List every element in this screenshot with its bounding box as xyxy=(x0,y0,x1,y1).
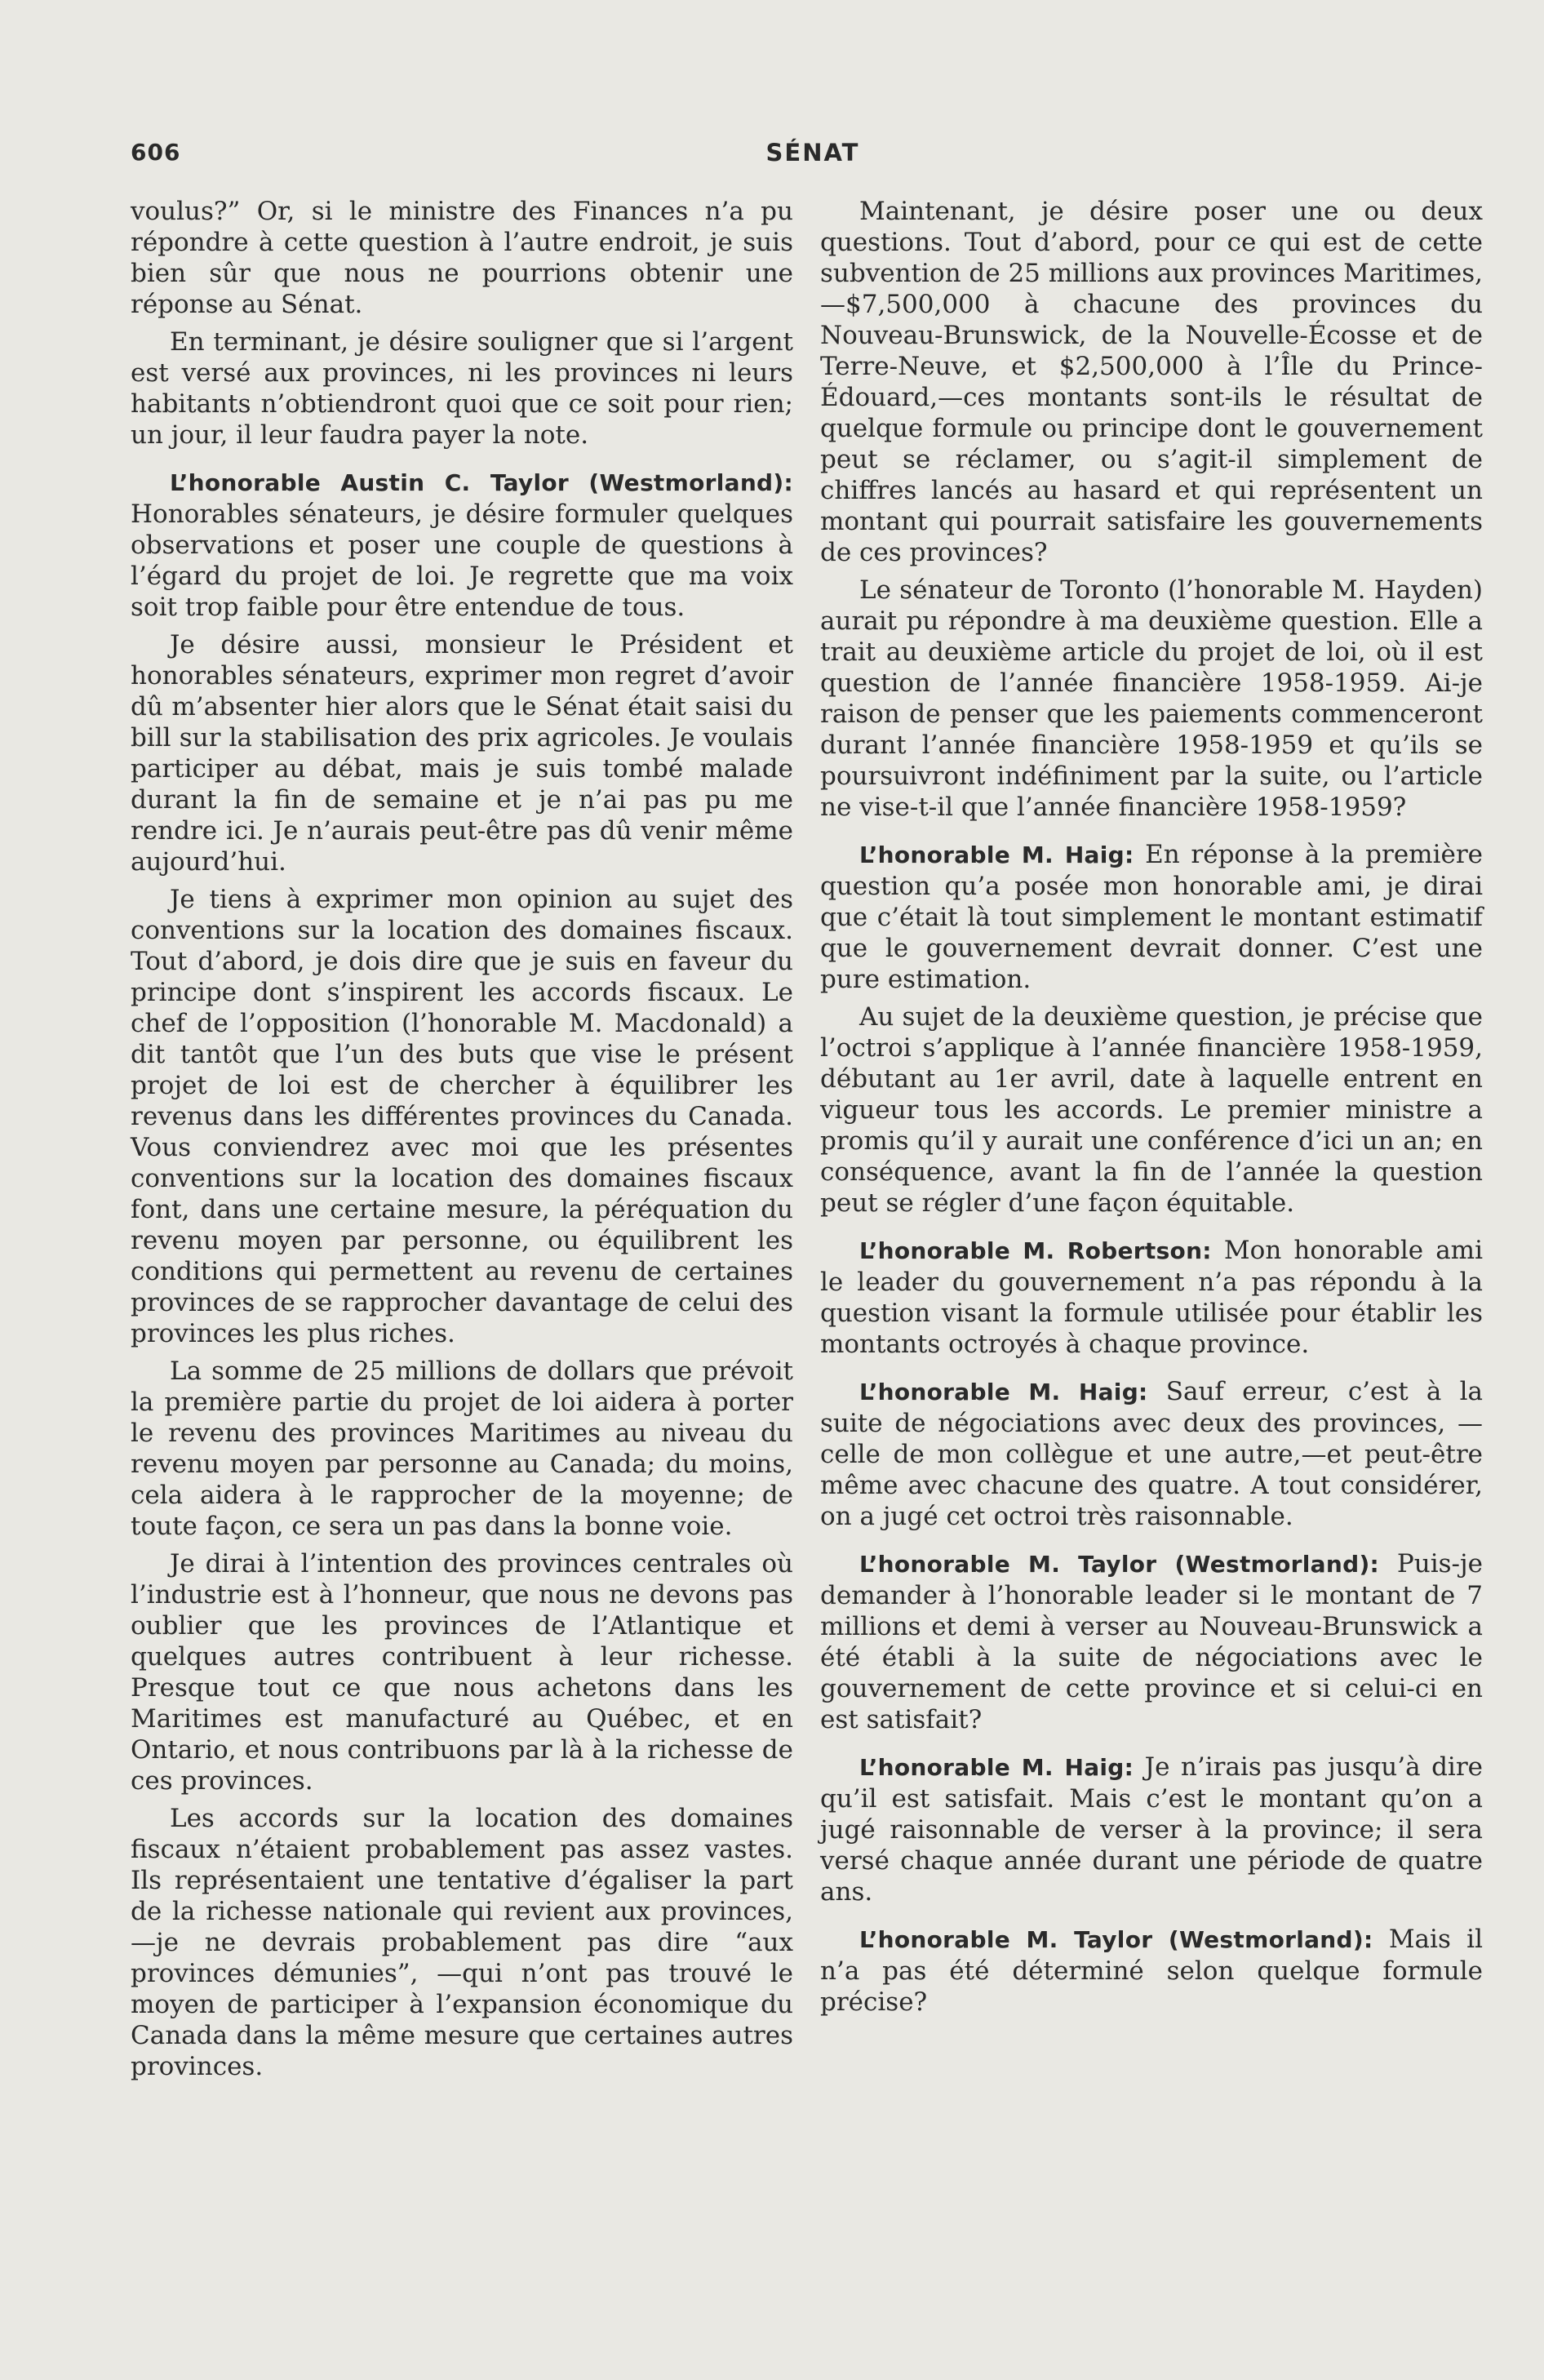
speech xyxy=(820,839,1483,995)
speech xyxy=(131,467,793,623)
running-title: SÉNAT xyxy=(765,139,860,167)
speaker-name: L’honorable M. Robertson: xyxy=(859,1237,1212,1264)
paragraph-text: Je tiens à exprimer mon opinion au sujet des conventions sur la location des domaines fiscaux. Tout d’abord, je dois dire que je suis en faveur du principe dont s’inspirent les accords fiscaux. Le chef de l’opposition (l’honorable M. Macdonald) a dit tantôt que l’un des buts que vise le présent projet de loi est de chercher à équilibrer les revenus dans les différentes provinces du Canada. Vous conviendrez avec moi que les présentes conventions sur la location des domaines fiscaux font, dans une certaine mesure, la péréquation du revenu moyen par personne, ou équilibrent les conditions qui permettent au revenu de certaines provinces de se rapprocher davantage de celui des provinces les plus riches. xyxy=(131,885,793,1348)
speech xyxy=(820,1548,1483,1735)
paragraph xyxy=(820,1001,1483,1219)
paragraph-text: Les accords sur la location des domaines fiscaux n’étaient probablement pas assez vastes. Ils représentaient une tentative d’égaliser la part de la richesse nationale qui revient aux provinces,—je ne devrais probablement pas dire “aux provinces démunies”, —qui n’ont pas trouvé le moyen de participer à l’expansion économique du Canada dans la même mesure que certaines autres provinces. xyxy=(131,1804,793,2081)
speech xyxy=(820,1752,1483,1907)
speaker-name: L’honorable M. Taylor (Westmorland): xyxy=(859,1926,1373,1953)
paragraph-text: Je désire aussi, monsieur le Président et honorables sénateurs, exprimer mon regret d’avoir dû m’absenter hier alors que le Sénat était saisi du bill sur la stabilisation des prix agricoles. Je voulais participer au débat, mais je suis tombé malade durant la fin de semaine et je n’ai pas pu me rendre ici. Je n’aurais peut-être pas dû venir même aujourd’hui. xyxy=(131,630,793,877)
speech xyxy=(820,1235,1483,1360)
page-number: 606 xyxy=(131,139,181,166)
speaker-name: L’honorable Austin C. Taylor (Westmorland): xyxy=(170,469,793,496)
paragraph-text: En réponse à la première question qu’a posée mon honorable ami, je dirai que c’était là tout simplement le montant estimatif que le gouvernement devrait donner. C’est une pure estimation. xyxy=(820,840,1484,994)
left-column xyxy=(131,196,793,2089)
paragraph xyxy=(131,884,793,1349)
paragraph xyxy=(131,1548,793,1796)
speaker-name: L’honorable M. Haig: xyxy=(859,1379,1148,1405)
speaker-name: L’honorable M. Haig: xyxy=(859,841,1134,868)
speaker-name: L’honorable M. Haig: xyxy=(859,1754,1134,1781)
paragraph-text: Mon honorable ami le leader du gouvernement n’a pas répondu à la question visant la formule utilisée pour établir les montants octroyés à chaque province. xyxy=(820,1236,1483,1359)
page-header xyxy=(131,139,1495,171)
right-column xyxy=(820,196,1483,2024)
paragraph-text: La somme de 25 millions de dollars que prévoit la première partie du projet de loi aidera à porter le revenu des provinces Maritimes au niveau du revenu moyen par personne au Canada; du moins, cela aidera à le rapprocher de la moyenne; de toute façon, ce sera un pas dans la bonne voie. xyxy=(131,1357,793,1541)
paragraph-text: Puis-je demander à l’honorable leader si le montant de 7 millions et demi à verser au Nouveau-Brunswick a été établi à la suite de négociations avec le gouvernement de cette province et si celui-ci en est satisfait? xyxy=(820,1549,1483,1734)
paragraph-text: Je dirai à l’intention des provinces centrales où l’industrie est à l’honneur, que nous ne devons pas oublier que les provinces de l’Atlantique et quelques autres contribuent à leur richesse. Presque tout ce que nous achetons dans les Maritimes est manufacturé au Québec, et en Ontario, et nous contribuons par là à la richesse de ces provinces. xyxy=(131,1549,793,1796)
paragraph-text: Sauf erreur, c’est à la suite de négociations avec deux des provinces, —celle de mon collègue et une autre,—et peut-être même avec chacune des quatre. A tout considérer, on a jugé cet octroi très raisonnable. xyxy=(820,1377,1483,1531)
speaker-name: L’honorable M. Taylor (Westmorland): xyxy=(859,1551,1380,1578)
paragraph xyxy=(820,196,1483,568)
paragraph xyxy=(131,1803,793,2082)
paragraph-text: voulus?” Or, si le ministre des Finances n’a pu répondre à cette question à l’autre endroit, je suis bien sûr que nous ne pourrions obtenir une réponse au Sénat. xyxy=(131,197,793,319)
paragraph-text: Mais il n’a pas été déterminé selon quelque formule précise? xyxy=(820,1925,1484,2017)
paragraph-text: Au sujet de la deuxième question, je précise que l’octroi s’applique à l’année financière 1958-1959, débutant au 1er avril, date à laquelle entrent en vigueur tous les accords. Le premier ministre a promis qu’il y aurait une conférence d’ici un an; en conséquence, avant la fin de l’année la question peut se régler d’une façon équitable. xyxy=(820,1002,1483,1218)
paragraph-text: Je n’irais pas jusqu’à dire qu’il est satisfait. Mais c’est le montant qu’on a jugé raisonnable de verser à la province; il sera versé chaque année durant une période de quatre ans. xyxy=(820,1752,1484,1907)
paragraph-text: Maintenant, je désire poser une ou deux questions. Tout d’abord, pour ce qui est de cette subvention de 25 millions aux provinces Maritimes,—$7,500,000 à chacune des provinces du Nouveau-Brunswick, de la Nouvelle-Écosse et de Terre-Neuve, et $2,500,000 à l’Île du Prince-Édouard,—ces montants sont-ils le résultat de quelque formule ou principe dont le gouvernement peut se réclamer, ou s’agit-il simplement de chiffres lancés au hasard et qui représentent un montant qui pourrait satisfaire les gouvernements de ces provinces? xyxy=(820,197,1483,567)
speech xyxy=(820,1376,1483,1532)
paragraph-text: Honorables sénateurs, je désire formuler quelques observations et poser une couple de questions à l’égard du projet de loi. Je regrette que ma voix soit trop faible pour être entendue de tous. xyxy=(131,500,793,622)
paragraph-text: Le sénateur de Toronto (l’honorable M. Hayden) aurait pu répondre à ma deuxième question. Elle a trait au deuxième article du projet de loi, où il est question de l’année financière 1958-1959. Ai-je raison de penser que les paiements commenceront durant l’année financière 1958-1959 et qu’ils se poursuivront indéfiniment par la suite, ou l’article ne vise-t-il que l’année financière 1958-1959? xyxy=(820,575,1483,822)
speech xyxy=(820,1924,1483,2018)
paragraph xyxy=(131,1356,793,1542)
paragraph xyxy=(131,629,793,877)
paragraph xyxy=(131,326,793,451)
paragraph xyxy=(820,575,1483,823)
paragraph-text: En terminant, je désire souligner que si l’argent est versé aux provinces, ni les provinces ni leurs habitants n’obtiendront quoi que ce soit pour rien; un jour, il leur faudra payer la note. xyxy=(131,327,793,450)
paragraph xyxy=(131,196,793,320)
